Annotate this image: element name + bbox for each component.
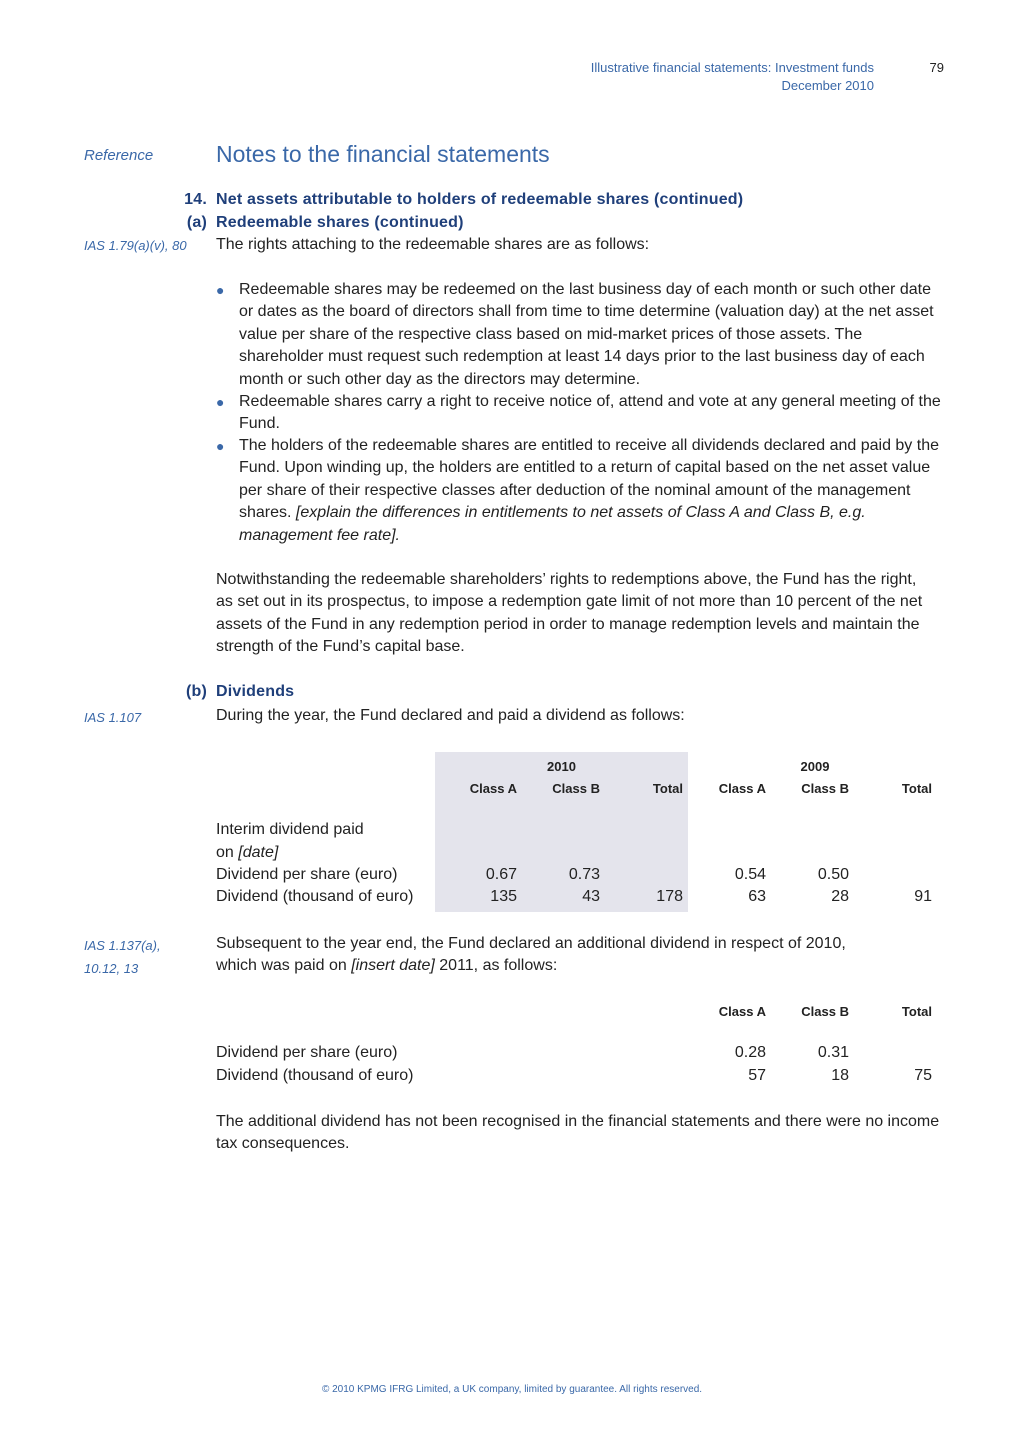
table-cell: 0.67 xyxy=(485,866,517,883)
closing-paragraph: The additional dividend has not been recognised in the financial statements and there were no income tax consequences. xyxy=(216,1113,940,1153)
subsection-b-title: Dividends xyxy=(216,683,295,700)
bullet-item-3-text: The holders of the redeemable shares are entitled to receive all dividends declared and paid by the Fund. Upon winding up, the holders are entitled to a return of capital based on the net asset value per share of their respective classes after deduction of the nominal amount of the management shares. xyxy=(239,437,939,522)
table-cell: 43 xyxy=(582,888,600,905)
column-header-class-a: Class A xyxy=(718,781,766,796)
table-cell: 75 xyxy=(914,1067,932,1084)
table-cell: 135 xyxy=(490,888,517,905)
reference-ias-1-107: IAS 1.107 xyxy=(84,710,142,725)
subsequent-line-2 xyxy=(216,955,557,977)
table-cell: 0.31 xyxy=(817,1044,849,1061)
column-header-class-a: Class A xyxy=(469,781,517,796)
table-cell: 28 xyxy=(831,888,849,905)
row-label-interim-date xyxy=(216,844,278,862)
table-cell: 0.73 xyxy=(568,866,600,883)
dividends-intro: During the year, the Fund declared and paid a dividend as follows: xyxy=(216,707,685,724)
table-cell: 57 xyxy=(748,1067,766,1084)
row-label-interim: Interim dividend paid xyxy=(216,821,364,838)
column-header-total: Total xyxy=(901,1004,932,1019)
bullet-item-3-placeholder: [explain the differences in entitlements to net assets of Class A and Class B, e.g. management fee rate]. xyxy=(239,504,866,544)
bullet-item-1: Redeemable shares may be redeemed on the last business day of each month or such other date or dates as the board of directors shall from time to time determine (valuation day) at the net asset value per share of the respective class based on mid-market prices of those assets. The shareholder must request such redemption at least 14 days prior to the last business day of each month or such other day as the directors may determine. xyxy=(239,281,934,388)
table-cell: 91 xyxy=(914,888,932,905)
row-label-date-placeholder: [date] xyxy=(238,844,279,861)
subsequent-date-placeholder: [insert date] xyxy=(351,957,435,974)
table-cell: 0.50 xyxy=(817,866,849,883)
subsection-a-letter: (a) xyxy=(186,214,207,231)
bullet-icon: ● xyxy=(216,438,225,454)
reference-ias-10-12: 10.12, 13 xyxy=(84,961,139,976)
bullet-icon: ● xyxy=(216,394,225,410)
reference-ias-1-137: IAS 1.137(a), xyxy=(84,938,161,953)
table-year-2009: 2009 xyxy=(800,759,830,774)
subsection-a-title: Redeemable shares (continued) xyxy=(216,214,464,231)
header-date: December 2010 xyxy=(781,78,874,93)
column-header-total: Total xyxy=(901,781,932,796)
subsequent-suffix: 2011, as follows: xyxy=(439,957,558,974)
row-label-per-share: Dividend per share (euro) xyxy=(216,1044,398,1061)
reference-ias-1-79: IAS 1.79(a)(v), 80 xyxy=(84,238,187,253)
bullet-item-3 xyxy=(239,435,944,547)
bullet-item-2: Redeemable shares carry a right to receive notice of, attend and vote at any general meeting of the Fund. xyxy=(239,393,941,433)
column-header-class-b: Class B xyxy=(801,781,849,796)
reference-label: Reference xyxy=(84,147,154,164)
header-title: Illustrative financial statements: Investment funds xyxy=(590,60,874,75)
subsequent-line-1: Subsequent to the year end, the Fund declared an additional dividend in respect of 2010, xyxy=(216,935,846,952)
bullet-icon: ● xyxy=(216,282,225,298)
column-header-total: Total xyxy=(652,781,683,796)
table-cell: 178 xyxy=(656,888,683,905)
table-cell: 0.28 xyxy=(734,1044,766,1061)
page-title: Notes to the financial statements xyxy=(216,141,550,167)
row-label-on: on xyxy=(216,844,234,861)
footer-copyright: © 2010 KPMG IFRG Limited, a UK company, limited by guarantee. All rights reserved. xyxy=(321,1384,703,1395)
page-number: 79 xyxy=(929,60,944,75)
row-label-thousand: Dividend (thousand of euro) xyxy=(216,888,414,905)
table-year-2010: 2010 xyxy=(547,759,576,774)
row-label-per-share: Dividend per share (euro) xyxy=(216,866,398,883)
section-title: Net assets attributable to holders of redeemable shares (continued) xyxy=(216,191,744,208)
table-cell: 0.54 xyxy=(734,866,766,883)
row-label-thousand: Dividend (thousand of euro) xyxy=(216,1067,414,1084)
column-header-class-b: Class B xyxy=(801,1004,849,1019)
section-number: 14. xyxy=(184,191,207,208)
redemption-gate-paragraph: Notwithstanding the redeemable shareholders’ rights to redemptions above, the Fund has the right, as set out in its prospectus, to impose a redemption gate limit of not more than 10 percent of the net assets of the Fund in any redemption period in order to manage redemption levels and maintain the strength of the Fund’s capital base. xyxy=(216,571,923,656)
rights-intro: The rights attaching to the redeemable shares are as follows: xyxy=(216,236,650,253)
table-cell: 18 xyxy=(831,1067,849,1084)
subsection-b-letter: (b) xyxy=(185,683,207,700)
column-header-class-a: Class A xyxy=(718,1004,766,1019)
column-header-class-b: Class B xyxy=(552,781,600,796)
subsequent-prefix: which was paid on xyxy=(216,957,347,974)
table-cell: 63 xyxy=(748,888,766,905)
